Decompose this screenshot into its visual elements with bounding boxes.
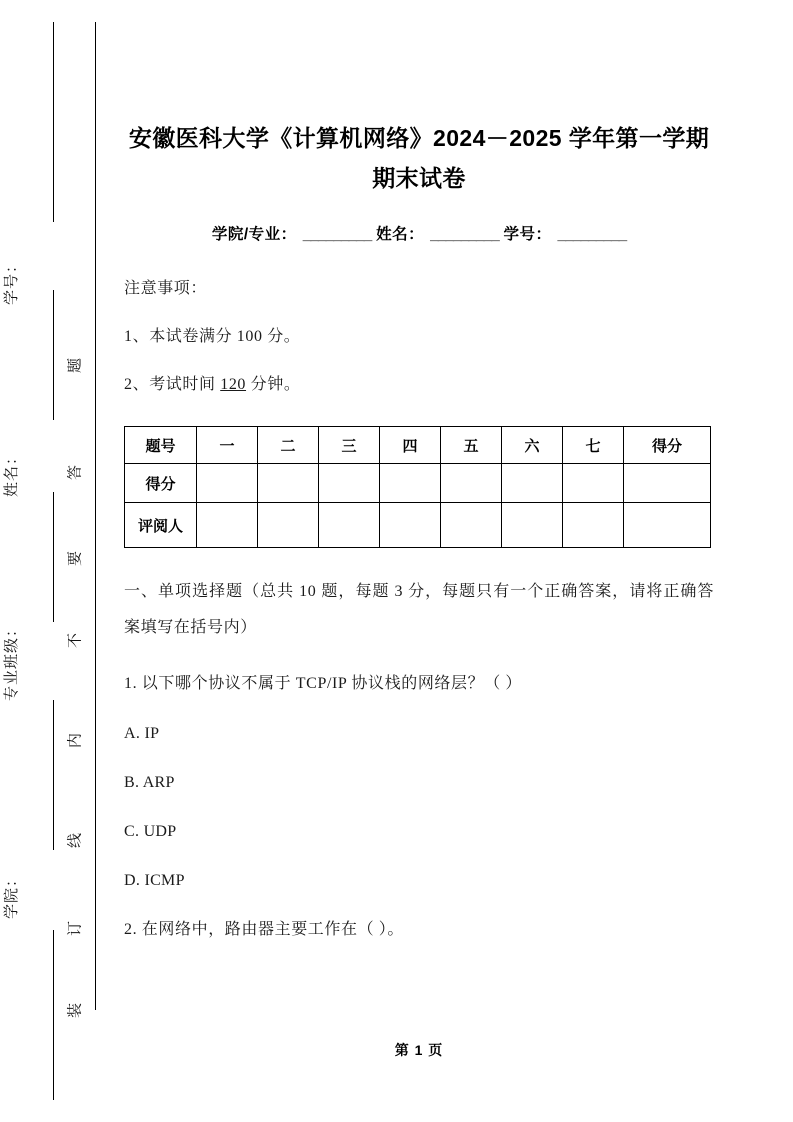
- exam-paper-body: [124, 0, 714, 1122]
- score-cell[interactable]: [624, 464, 711, 503]
- score-cell[interactable]: [502, 464, 563, 503]
- notes-heading: 注意事项：: [124, 280, 208, 297]
- seal-line-char: 内: [67, 733, 84, 749]
- reviewer-cell[interactable]: [319, 503, 380, 548]
- student-id-blank[interactable]: _________: [557, 226, 627, 243]
- seal-line-char: 线: [67, 833, 84, 849]
- student-name-label: 姓名：: [376, 226, 425, 243]
- score-table-header-cell: 题号: [125, 427, 197, 464]
- score-cell[interactable]: [258, 464, 319, 503]
- question-1-option-c[interactable]: C. UDP: [124, 823, 177, 840]
- note-item-2: [124, 374, 714, 396]
- score-table-header-cell: 二: [258, 427, 319, 464]
- section-heading-1: 一、单项选择题（总共 10 题，每题 3 分，每题只有一个正确答案，请将正确答案填写在括号内）: [124, 583, 714, 636]
- student-id-label: 学号：: [503, 226, 552, 243]
- score-cell[interactable]: [319, 464, 380, 503]
- reviewer-cell[interactable]: [197, 503, 258, 548]
- seal-line-char: 装: [67, 1003, 84, 1019]
- note-item-2-suffix: 分钟。: [250, 376, 301, 393]
- score-table-header-cell: 得分: [624, 427, 711, 464]
- reviewer-cell[interactable]: [624, 503, 711, 548]
- binding-margin: [0, 0, 96, 1122]
- reviewer-cell[interactable]: [441, 503, 502, 548]
- seal-line-char: 要: [67, 551, 84, 567]
- table-row: [125, 464, 711, 503]
- score-table-row-label: 评阅人: [125, 503, 197, 548]
- binding-rule-segment: [53, 700, 54, 850]
- page-footer: 第 1 页: [394, 1042, 444, 1058]
- reviewer-cell[interactable]: [380, 503, 441, 548]
- binding-rule-segment: [53, 290, 54, 420]
- reviewer-cell[interactable]: [258, 503, 319, 548]
- student-name-blank[interactable]: _________: [430, 226, 499, 243]
- binding-rule-segment: [53, 22, 54, 222]
- score-table-row-label: 得分: [125, 464, 197, 503]
- score-table-header-cell: 四: [380, 427, 441, 464]
- exam-duration-value: 120: [220, 376, 247, 393]
- binding-rule-segment: [53, 492, 54, 622]
- score-cell[interactable]: [563, 464, 624, 503]
- score-table-header-cell: 六: [502, 427, 563, 464]
- score-cell[interactable]: [380, 464, 441, 503]
- score-cell[interactable]: [197, 464, 258, 503]
- question-1: 1. 以下哪个协议不属于 TCP/IP 协议栈的网络层？（ ）: [124, 675, 523, 692]
- reviewer-cell[interactable]: [563, 503, 624, 548]
- binding-rule-inner: [95, 22, 96, 1010]
- question-2: 2. 在网络中，路由器主要工作在（ ）。: [124, 921, 405, 938]
- note-item-1: [124, 326, 714, 348]
- question-1-option-d[interactable]: D. ICMP: [124, 872, 185, 889]
- binding-rule-segment: [53, 930, 54, 1100]
- seal-line-char: 题: [67, 358, 84, 374]
- margin-field-student-id: 学号：: [4, 257, 20, 306]
- question-1-option-b[interactable]: B. ARP: [124, 774, 175, 791]
- note-item-1-text: 1、本试卷满分 100 分。: [124, 328, 301, 345]
- score-table-header-cell: 三: [319, 427, 380, 464]
- question-1-option-a[interactable]: A. IP: [124, 725, 160, 742]
- score-table: [124, 426, 711, 548]
- seal-line-char: 不: [67, 633, 84, 649]
- score-table-header-cell: 五: [441, 427, 502, 464]
- seal-line-char: 答: [67, 465, 84, 481]
- student-info-row: [124, 222, 714, 244]
- note-item-2-prefix: 2、考试时间: [124, 376, 216, 393]
- margin-field-student-name: 姓名：: [4, 449, 20, 498]
- college-major-blank[interactable]: _________: [302, 226, 372, 243]
- page-title: 安徽医科大学《计算机网络》2024－2025 学年第一学期期末试卷: [128, 125, 710, 191]
- score-cell[interactable]: [441, 464, 502, 503]
- table-row: [125, 503, 711, 548]
- table-row-header: [125, 427, 711, 464]
- margin-field-major-class: 专业班级：: [4, 621, 20, 702]
- score-table-header-cell: 一: [197, 427, 258, 464]
- seal-line-char: 订: [67, 921, 84, 937]
- reviewer-cell[interactable]: [502, 503, 563, 548]
- college-major-label: 学院/专业：: [211, 226, 297, 243]
- score-table-header-cell: 七: [563, 427, 624, 464]
- margin-field-college: 学院：: [4, 871, 20, 920]
